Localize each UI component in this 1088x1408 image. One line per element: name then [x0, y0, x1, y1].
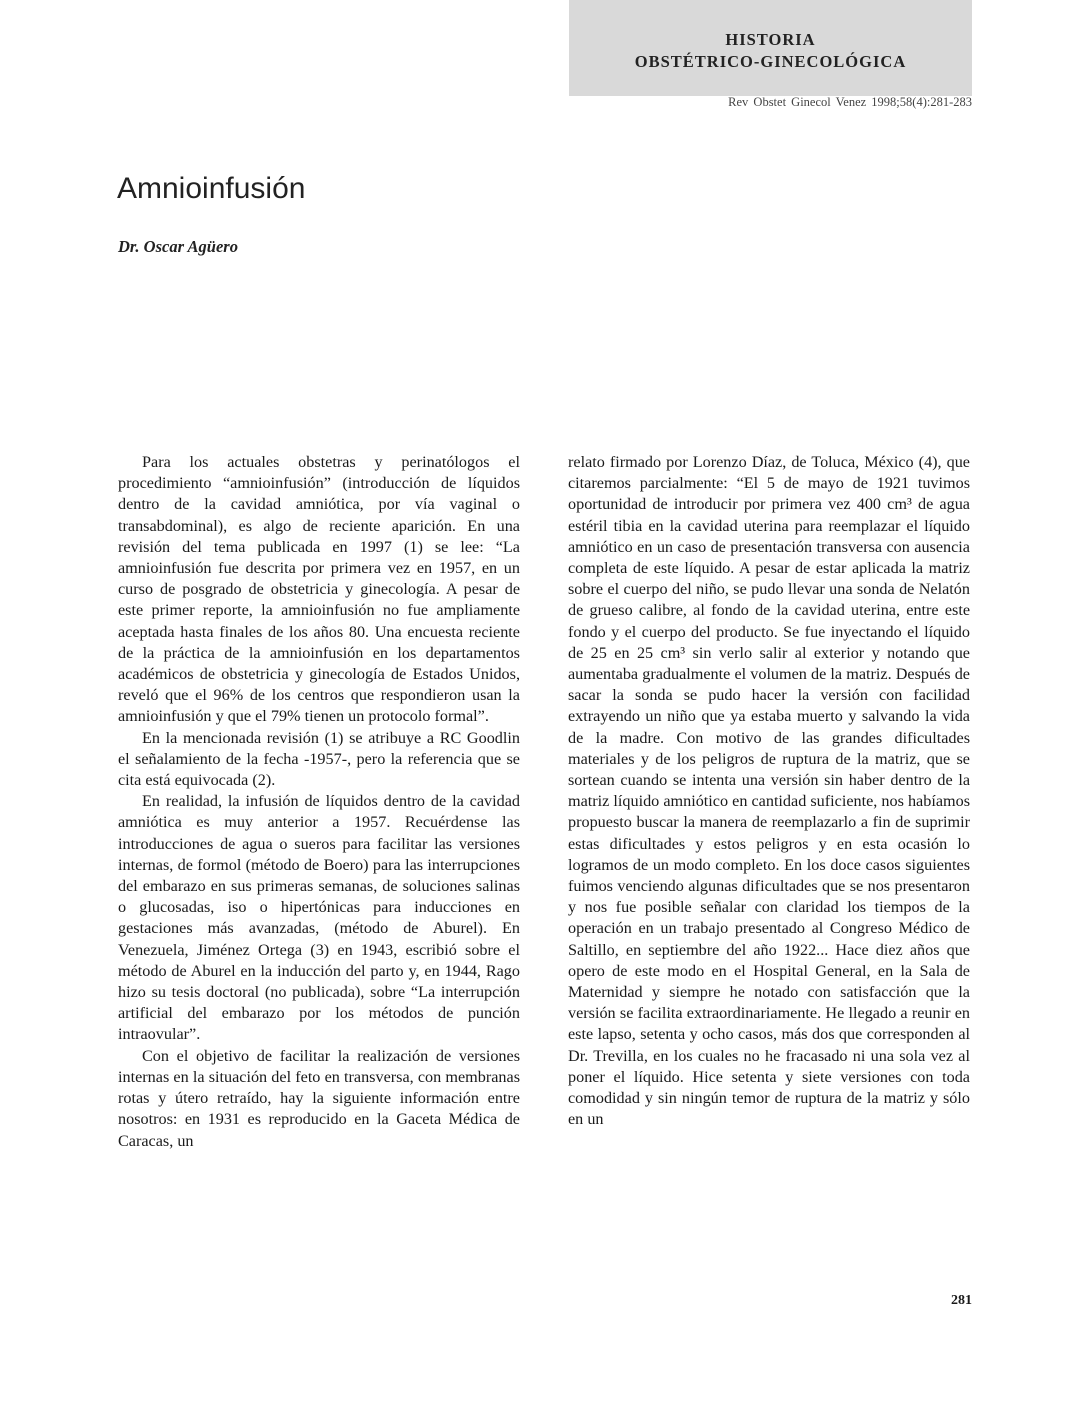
section-header-box	[569, 0, 972, 96]
left-text-column	[118, 452, 520, 1152]
page-number: 281	[951, 1293, 972, 1308]
paragraph: En la mencionada revisión (1) se atribuye a RC Goodlin el señalamiento de la fecha -1957-, pero la referencia que se cita está equivocada (2).	[118, 728, 520, 790]
article-author: Dr. Oscar Agüero	[118, 237, 238, 256]
right-text-column	[568, 452, 970, 1131]
section-title-line2: OBSTÉTRICO-GINECOLÓGICA	[634, 52, 907, 71]
paragraph: Con el objetivo de facilitar la realización de versiones internas en la situación del feto en transversa, con membranas rotas y útero retraído, hay la siguiente información entre nosotros: en 1931 es reproducido en la Gaceta Médica de Caracas, un	[118, 1046, 520, 1150]
journal-citation: Rev Obstet Ginecol Venez 1998;58(4):281-283	[728, 95, 972, 109]
paragraph: relato firmado por Lorenzo Díaz, de Toluca, México (4), que citaremos parcialmente: “El 5 de mayo de 1921 tuvimos oportunidad de introducir por primera vez 400 cm³ de agua estéril tibia en la cavidad uterina para reemplazar el líquido amniótico en un caso de presentación transversa con ausencia completa de este líquido. A pesar de estar aplicada la matriz sobre el cuerpo del niño, se pudo llevar una sonda de Nelatón de grueso calibre, al fondo de la cavidad uterina, entre este fondo y el cuerpo del producto. Se fue inyectando el líquido de 25 en 25 cm³ sin verlo salir al exterior y notando que aumentaba gradualmente el volumen de la matriz. Después de sacar la sonda se pudo hacer la versión con facilidad extrayendo un niño que ya estaba muerto y salvando la vida de la madre. Con motivo de las grandes dificultades materiales y de los peligros de ruptura de la matriz, que se sortean cuando se intenta una versión sin haber dentro de la matriz líquido amniótico en cantidad suficiente, nos habíamos propuesto buscar la manera de reemplazarlo a fin de suprimir estas dificultades y estos peligros y en esta ocasión lo logramos de un modo completo. En los doce casos siguientes fuimos venciendo algunas dificultades que se nos presentaron y nos fue posible señalar con claridad los tiempos de la operación en un trabajo presentado al Congreso Médico de Saltillo, en septiembre del año 1922... Hace diez años que opero de este modo en el Hospital General, en la Sala de Maternidad y siempre he notado con satisfacción que la versión se facilita extraordinariamente. He llegado a reunir en este lapso, setenta y ocho casos, más dos que corresponden al Dr. Trevilla, en los cuales no he fracasado ni una sola vez al poner el líquido. Hice setenta y siete versiones con toda comodidad y sin ningún temor de ruptura de la matriz y sólo en un	[568, 453, 970, 1129]
article-title: Amnioinfusión	[117, 172, 306, 205]
paragraph: Para los actuales obstetras y perinatólogos el procedimiento “amnioinfusión” (introducción de líquidos dentro de la cavidad amniótica, por vía vaginal o transabdominal), es algo de reciente aparición. En una revisión del tema publicada en 1997 (1) se lee: “La amnioinfusión fue descrita por primera vez en 1957, en un curso de posgrado de obstetricia y ginecología. A pesar de este primer reporte, la amnioinfusión no fue ampliamente aceptada hasta finales de los años 80. Una encuesta reciente de la práctica de la amnioinfusión en los departamentos académicos de obstetricia y ginecología de Estados Unidos, reveló que el 96% de los centros que respondieron usan la amnioinfusión y que el 79% tienen un protocolo formal”.	[118, 453, 520, 726]
section-title-line1: HISTORIA	[725, 30, 816, 49]
paragraph: En realidad, la infusión de líquidos dentro de la cavidad amniótica es muy anterior a 1957. Recuérdense las introducciones de agua o sueros para facilitar las versiones internas, de formol (método de Boero) para las interrupciones del embarazo en sus primeras semanas, de soluciones salinas o glucosadas, iso o hipertónicas para inducciones en gestaciones más avanzadas, (método de Aburel). En Venezuela, Jiménez Ortega (3) en 1943, escribió sobre el método de Aburel en la inducción del parto y, en 1944, Rago hizo su tesis doctoral (no publicada), sobre “La interrupción artificial del embarazo por los métodos de punción intraovular”.	[118, 792, 520, 1044]
